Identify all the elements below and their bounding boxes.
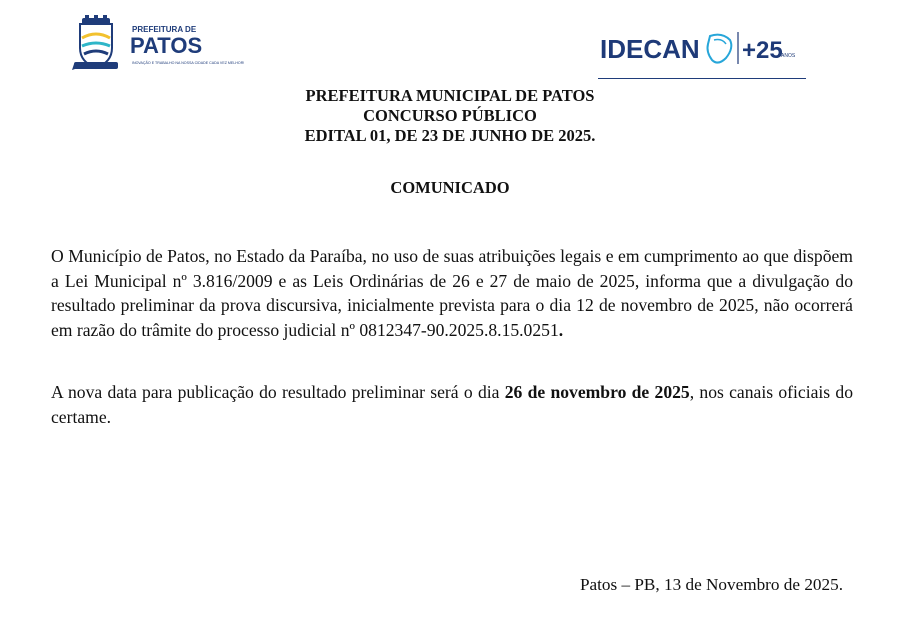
header-divider — [598, 78, 806, 79]
idecan-logo — [598, 26, 798, 70]
paragraph-2-before: A nova data para publicação do resultado preliminar será o dia — [51, 382, 505, 402]
paragraph-2-after: , nos canais oficiais do certame. — [51, 382, 853, 427]
idecan-logo-text: IDECAN — [600, 34, 700, 64]
document-title — [0, 86, 900, 146]
title-line-3: EDITAL 01, DE 23 DE JUNHO DE 2025. — [304, 126, 596, 145]
title-line-1: PREFEITURA MUNICIPAL DE PATOS — [305, 86, 595, 105]
paragraph-1-end: . — [558, 319, 564, 340]
patos-crest-icon — [72, 15, 118, 70]
section-heading: COMUNICADO — [390, 178, 510, 197]
brazil-map-icon — [708, 35, 732, 63]
document-header — [0, 0, 900, 90]
paragraph-2 — [51, 380, 853, 429]
place-and-date: Patos – PB, 13 de Novembro de 2025. — [579, 575, 843, 594]
new-date: 26 de novembro de 2025 — [504, 382, 690, 402]
anniversary-badge: +25 — [742, 37, 783, 64]
logo-small-text: PREFEITURA DE — [132, 25, 197, 34]
paragraph-1-text: O Município de Patos, no Estado da Paraíba, no uso de suas atribuições legais e em cumprimento ao que dispõem a Lei Municipal nº 3.816/2009 e as Leis Ordinárias de 26 e 27 de maio de 2025, informa que a divulgação do resultado preliminar da prova discursiva, inicialmente prevista para o dia 12 de novembro de 2025, não ocorrerá em razão do trâmite do processo judicial nº 0812347-90.2025.8.15.0251 — [51, 246, 853, 340]
logo-big-text: PATOS — [130, 33, 203, 58]
logo-tagline: INOVAÇÃO E TRABALHO NA NOSSA CIDADE CADA VEZ MELHOR! — [132, 61, 245, 65]
title-line-2: CONCURSO PÚBLICO — [363, 106, 537, 125]
paragraph-1 — [51, 244, 853, 342]
prefeitura-patos-logo — [72, 14, 245, 76]
anniversary-badge-sub: ANOS — [781, 53, 796, 59]
